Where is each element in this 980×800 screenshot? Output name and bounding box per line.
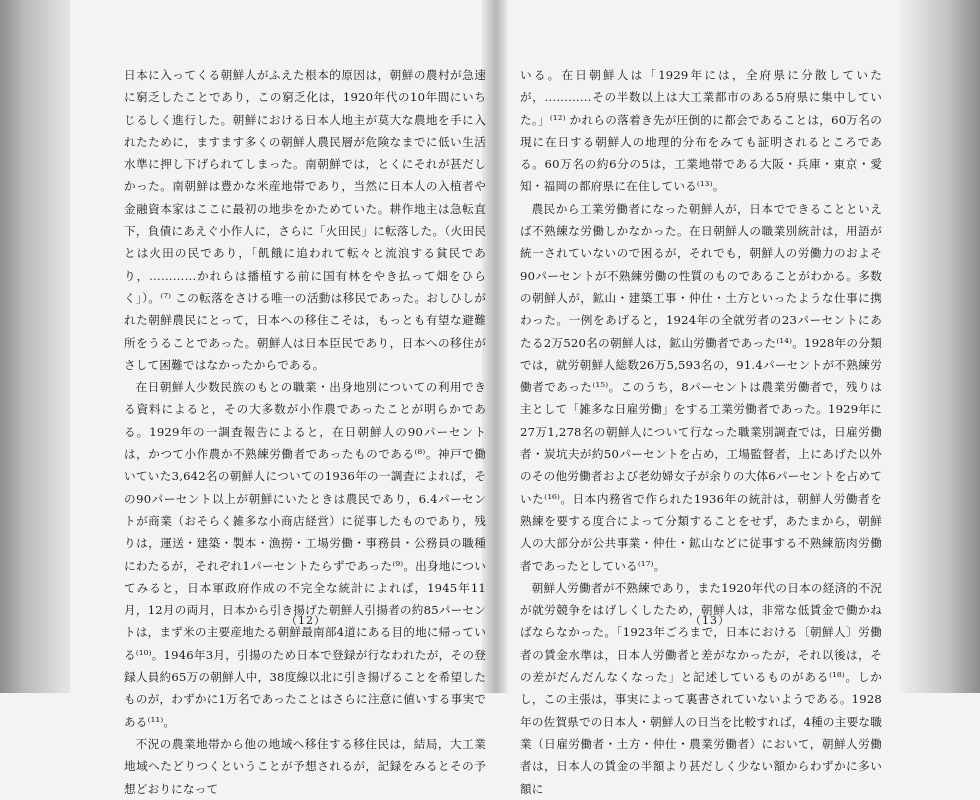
right-page-number: （13）	[690, 614, 730, 627]
page-edge-right	[900, 0, 980, 693]
right-paragraph-3: 朝鮮人労働者が不熟練であり，また1920年代の日本の経済的不況が就労競争をはげしくしたため，朝鮮人は，非常な低賃金で働かねばならなかった。「1923年ごろまで，日本における〔朝鮮人〕労働者の賃金水準は，日本人労働者と差がなかったが，それ以後は，その差がだんだんなくなった」と記述しているものがある⁽¹⁸⁾。しかし，この主張は，事実によって裏書されていないようである。1928年の佐賀県での日本人・朝鮮人の日当を比較すれば，4種の主要な職業（日雇労働者・土方・仲仕・農業労働者）において，朝鮮人労働者は，日本人の賃金の半額より甚だしく少ない額からわずかに多い額に	[520, 580, 882, 796]
left-paragraph-1: 日本に入ってくる朝鮮人がふえた根本的原因は，朝鮮の農村が急速に窮乏したことであり，この窮乏化は，1920年代の10年間にいちじるしく進行した。朝鮮における日本人地主が莫大な農地を手に入れたために，ますます多くの朝鮮人農民層が危険なまでに低い生活水準に押し下げられてしまった。南朝鮮では，とくにそれが甚だしかった。南朝鮮は豊かな米産地帯であり，当然に日本人の入植者や金融資本家はここに最初の地歩をかためていた。耕作地主は急転直下，負債にあえぐ小作人に，さらに「火田民」に転落した。（火田民とは火田の民であり，「飢餓に追われて転々と流浪する貧民であり，…………かれらは播植する前に国有林をやき払って畑をひらく」）。⁽⁷⁾ この転落をさける唯一の活動は移民であった。おしひしがれた朝鮮農民にとって，日本への移住こそは，もっとも有望な避難所をうることであった。朝鮮人は日本臣民であり，日本への移住がさして困難ではなかったからである。	[124, 68, 486, 372]
page-edge-left	[0, 0, 70, 693]
left-paragraph-2: 在日朝鮮人少数民族のもとの職業・出身地別についての利用できる資料によると，その大多数が小作農であったことが明らかである。1929年の一調査報告によると，在日朝鮮人の90パーセントは，かつて小作農か不熟練労働者であったものである⁽⁸⁾。神戸で働いていた3,642名の朝鮮人についての1936年の一調査によれば，その90パーセント以上が朝鮮にいたときは農民であり，6.4パーセントが商業（おそらく雑多な小商店経営）に従事したものであり，残りは，運送・建築・製本・漁撈・工場労働・事務員・公務員の職種にわたるが，それぞれ1パーセントたらずであった⁽⁹⁾。出身地についてみると，日本軍政府作成の不完全な統計によれば，1945年11月，12月の両月，日本から引き揚げた朝鮮人引揚者の約85パーセントは，まず米の主要産地たる朝鮮最南部4道にある目的地に帰っている⁽¹⁰⁾。1946年3月，引揚のため日本で登録が行なわれたが，その登録人員約65万の朝鮮人中，38度線以北に引き揚げることを希望したものが，わずかに1万名であったことはさらに注意に値いする事実である⁽¹¹⁾。	[124, 380, 486, 729]
right-paragraph-1: いる。在日朝鮮人は「1929年には，全府県に分散していたが，…………その半数以上は大工業都市のある5府県に集中していた。」⁽¹²⁾ かれらの落着き先が圧倒的に都会であることは，60万名の現に在日する朝鮮人の地理的分布をみても証明されるところである。60万名の約6分の5は，工業地帯である大阪・兵庫・東京・愛知・福岡の都府県に在住している⁽¹³⁾。	[520, 68, 882, 194]
left-paragraph-3: 不況の農業地帯から他の地域へ移住する移住民は，結局，大工業地域へたどりつくということが予想されるが，記録をみるとその予想どおりになって	[124, 736, 486, 796]
left-page-number: （12）	[286, 614, 326, 627]
right-page	[520, 64, 882, 796]
right-paragraph-2: 農民から工業労働者になった朝鮮人が，日本でできることといえば不熟練な労働しかなかった。在日朝鮮人の職業別統計は，用語が統一されていないので困るが，それでも，朝鮮人の労働力のおよそ90パーセントが不熟練労働の性質のものであることがわかる。多数の朝鮮人が，鉱山・建築工事・仲仕・土方といったような仕事に携わった。一例をあげると，1924年の全就労者の23パーセントにあたる2万520名の朝鮮人は，鉱山労働者であった⁽¹⁴⁾。1928年の分類では，就労朝鮮人総数26万5,593名の，91.4パーセントが不熟練労働者であった⁽¹⁵⁾。このうち，8パーセントは農業労働者で，残りは主として「雑多な日雇労働」をする工業労働者であった。1929年に27万1,278名の朝鮮人について行なった職業別調査では，日雇労働者・炭坑夫が約50パーセントを占め，工場監督者，上にあげた以外のその他労働者および老幼婦女子が余りの大体6パーセントを占めていた⁽¹⁶⁾。日本内務省で作られた1936年の統計は，朝鮮人労働者を熟練を要する度合によって分類することをせず，あたまから，朝鮮人の大部分が公共事業・仲仕・鉱山などに従事する不熟練筋肉労働者であったとしている⁽¹⁷⁾。	[520, 201, 882, 573]
left-page	[124, 64, 486, 796]
